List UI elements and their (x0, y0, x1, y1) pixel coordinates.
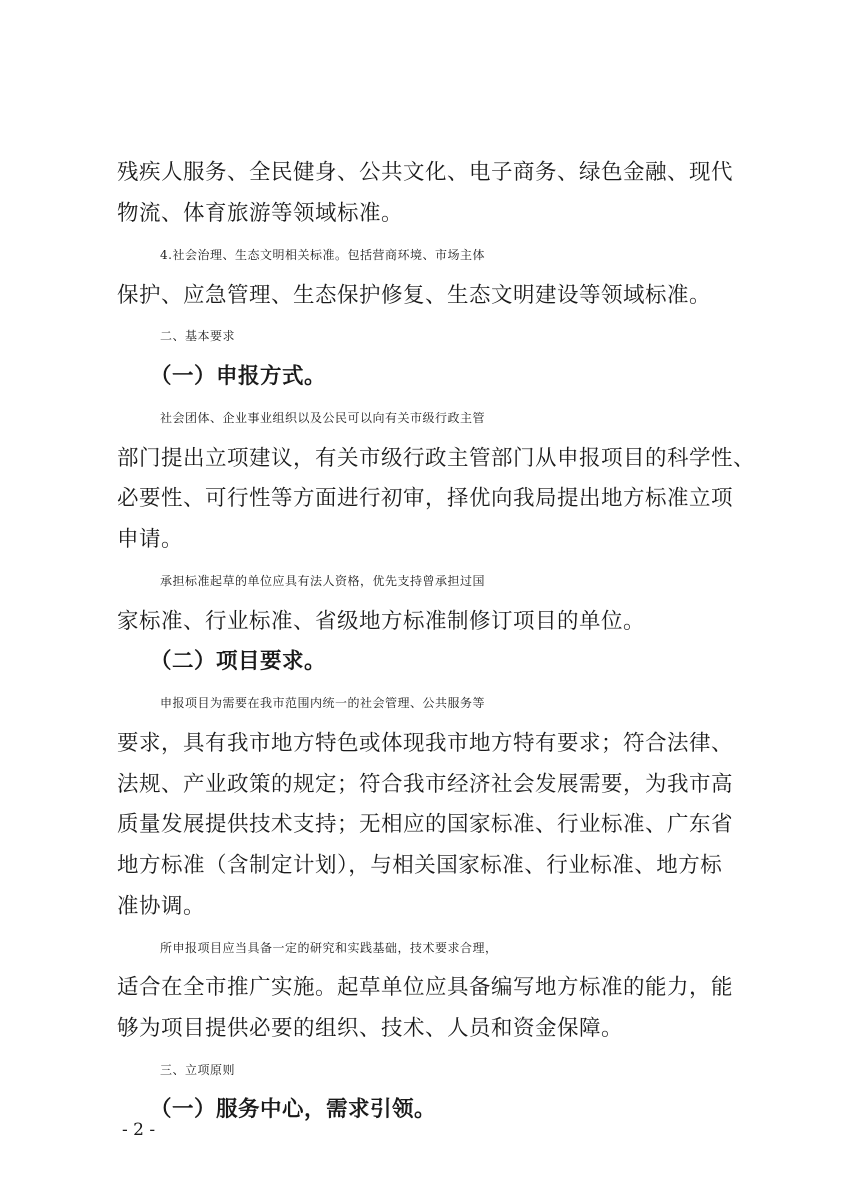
section-heading: 三、立项原则 (160, 1063, 236, 1077)
paragraph-line: 法规、产业政策的规定；符合我市经济社会发展需要，为我市高 (117, 772, 734, 797)
page-number: - 2 - (122, 1120, 156, 1140)
section-heading: 二、基本要求 (160, 329, 236, 343)
paragraph-line: 适合在全市推广实施。起草单位应具备编写地方标准的能力，能 (117, 975, 734, 1000)
subsection-heading: （一）申报方式。 (150, 364, 327, 389)
paragraph-line: 部门提出立项建议，有关市级行政主管部门从申报项目的科学性、 (117, 446, 756, 471)
paragraph-line: 4.社会治理、生态文明相关标准。包括营商环境、市场主体 (160, 248, 485, 262)
paragraph-line: 物流、体育旅游等领域标准。 (117, 201, 404, 226)
paragraph-line: 承担标准起草的单位应具有法人资格，优先支持曾承担过国 (160, 574, 486, 588)
paragraph-line: 申报项目为需要在我市范围内统一的社会管理、公共服务等 (160, 696, 486, 710)
paragraph-line: 保护、应急管理、生态保护修复、生态文明建设等领域标准。 (117, 283, 712, 308)
paragraph-line: 家标准、行业标准、省级地方标准制修订项目的单位。 (117, 609, 646, 634)
paragraph-line: 所申报项目应当具备一定的研究和实践基础，技术要求合理， (160, 941, 498, 955)
subsection-heading: （一）服务中心，需求引领。 (150, 1097, 437, 1122)
paragraph-line: 社会团体、企业事业组织以及公民可以向有关市级行政主管 (160, 411, 486, 425)
paragraph-line: 质量发展提供技术支持；无相应的国家标准、行业标准、广东省 (117, 812, 734, 837)
subsection-heading: （二）项目要求。 (150, 649, 327, 674)
paragraph-line: 要求，具有我市地方特色或体现我市地方特有要求；符合法律、 (117, 731, 734, 756)
paragraph-line: 申请。 (117, 527, 184, 552)
paragraph-line: 够为项目提供必要的组织、技术、人员和资金保障。 (117, 1016, 624, 1041)
paragraph-line: 地方标准（含制定计划），与相关国家标准、行业标准、地方标 (117, 853, 723, 878)
paragraph-line: 准协调。 (117, 894, 206, 919)
paragraph-line: 必要性、可行性等方面进行初审，择优向我局提出地方标准立项 (117, 486, 734, 511)
paragraph-line: 残疾人服务、全民健身、公共文化、电子商务、绿色金融、现代 (117, 160, 734, 185)
